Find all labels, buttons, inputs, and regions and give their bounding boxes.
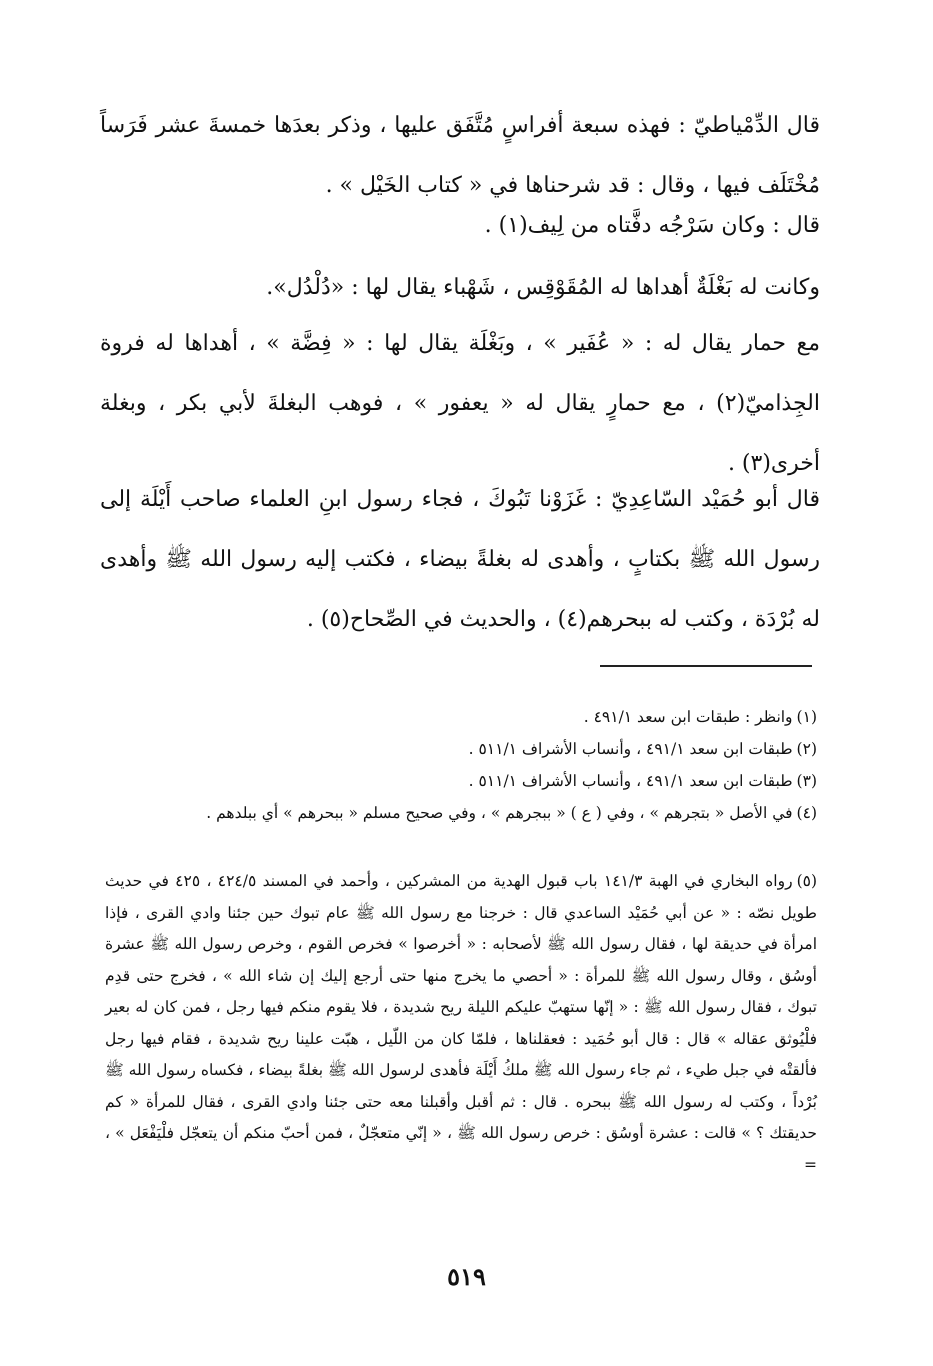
paragraph-1: قال الدِّمْياطيّ : فهذه سبعة أفراسٍ مُتَّفَق عليها ، وذكر بعدَها خمسةَ عشر فَرَساً مُخْتَلَف فيها ، وقال : قد شرحناها في « كتاب الخَيْل » .: [100, 113, 820, 198]
footnote-text: وانظر : طبقات ابن سعد ٤٩١/١ .: [583, 708, 793, 726]
footnote-2: [105, 734, 817, 764]
footnote-mark: (٥): [796, 872, 818, 890]
footnote-5: [105, 866, 817, 1181]
footnote-text: طبقات ابن سعد ٤٩١/١ ، وأنساب الأشراف ٥١١/١ .: [468, 772, 793, 790]
footnote-mark: (٤): [796, 804, 817, 822]
footnote-4: [105, 798, 817, 828]
footnote-3: [105, 766, 817, 796]
paragraph-5: قال أبو حُمَيْد السّاعِدِيّ : غَزَوْنا تَبُوكَ ، فجاء رسول ابنِ العلماء صاحب أَيْلَة إلى رسول الله ﷺ بكتابٍ ، وأهدى له بغلةً بيضاء ، فكتب إليه رسول الله ﷺ وأهدى له بُرْدَة ، وكتب له ببحرهم(٤) ، والحديث في الصِّحاح(٥) .: [100, 487, 820, 632]
page-number: ٥١٩: [447, 1262, 486, 1291]
footnote-mark: (١): [796, 708, 817, 726]
footnote-1: [105, 702, 817, 732]
footnote-mark: (٢): [796, 740, 817, 758]
paragraph-4: مع حمار يقال له : « عُفَير » ، وبَغْلَة يقال لها : « فِضَّة » ، أهداها له فروة الجِذاميّ(٢) ، مع حمارٍ يقال له « يعفور » ، فوهب البغلةَ لأبي بكر ، وبغلة أخرى(٣) .: [100, 331, 820, 476]
footnote-text: رواه البخاري في الهبة ١٤١/٣ باب قبول الهدية من المشركين ، وأحمد في المسند ٤٢٤/٥ ، ٤٢٥ في حديث طويل نصّه : « عن أبي حُمَيْد الساعدي قال : خرجنا مع رسول الله ﷺ عام تبوك حين جئنا وادي القرى ، فإذا امرأة في حديقة لها ، فقال رسول الله ﷺ لأصحابه : « أخرصوا » فخرص القوم ، وخرص رسول الله ﷺ عشرة أوسُق ، وقال رسول الله ﷺ للمرأة : « أحصي ما يخرج منها حتى أرجع إليك إن شاء الله » ، فخرج حتى قدِم تبوك ، فقال رسول الله ﷺ : « إنّها ستهبّ عليكم الليلة ريح شديدة ، فلا يقوم منكم فيها رجل ، فمن كان له بعير فلْيُوثق عقاله » قال : قال أبو حُمَيد : فعقلناها ، فلمّا كان من اللّيل ، هبّت علينا ريح شديدة ، فقام فيها رجل فألقتْه في جبل طيء ، ثم جاء رسول الله ﷺ ملكُ أَيْلَة فأهدى لرسول الله ﷺ بغلةً بيضاء ، فكساه رسول الله ﷺ بُرْداً ، وكتب له رسول الله ﷺ ببحره . قال : ثم أقبل وأقبلنا معه حتى جئنا وادي القرى ، فقال للمرأة « كم حديقتك ؟ » قالت : عشرة أوسُق : خرص رسول الله ﷺ ، « إنّي متعجّلٌ ، فمن أحبّ منكم أن يتعجّل فلْيَفْعَل » ، =: [105, 872, 817, 1174]
paragraph-2: قال : وكان سَرْجُه دفَّتاه من لِيف(١) .: [484, 213, 820, 238]
footnote-mark: (٣): [796, 772, 817, 790]
footnote-text: طبقات ابن سعد ٤٩١/١ ، وأنساب الأشراف ٥١١/١ .: [468, 740, 793, 758]
paragraph-3: وكانت له بَغْلَةٌ أهداها له المُقَوْقِس ، شَهْباء يقال لها : «دُلْدُل».: [266, 275, 820, 300]
footnote-separator: [600, 665, 812, 667]
footnote-text: في الأصل « بتجرهم » ، وفي ( ع ) « ببجرهم » ، وفي صحيح مسلم « ببحرهم » أي ببلدهم .: [206, 804, 793, 822]
